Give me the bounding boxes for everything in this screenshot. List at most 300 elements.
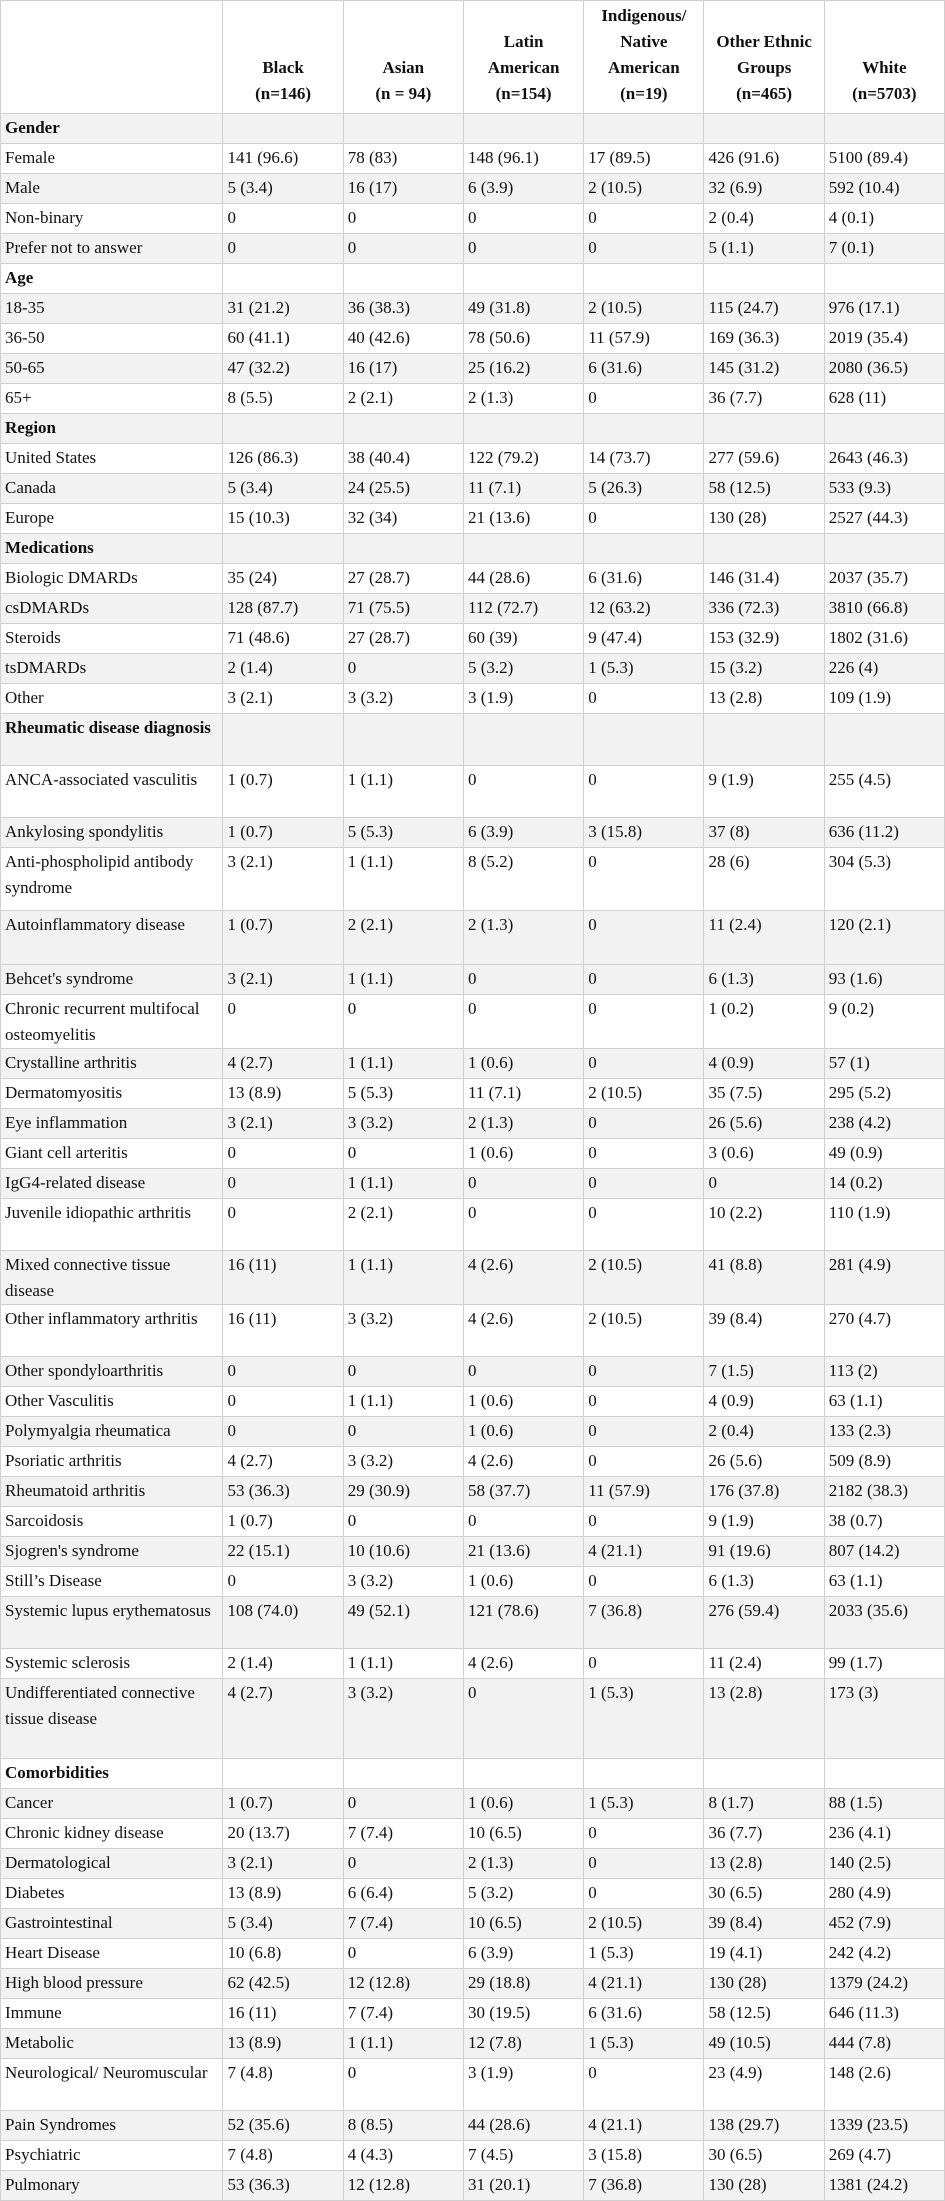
cell-value: 14 (73.7) (584, 444, 704, 474)
cell-value: 8 (5.2) (463, 848, 583, 911)
cell-value: 0 (343, 234, 463, 264)
cell-value: 242 (4.2) (824, 1939, 944, 1969)
table-row (1, 2171, 945, 2201)
cell-value: 38 (40.4) (343, 444, 463, 474)
cell-value: 2 (10.5) (584, 1305, 704, 1357)
empty-cell (463, 114, 583, 144)
cell-value: 11 (2.4) (704, 911, 824, 965)
cell-value: 32 (34) (343, 504, 463, 534)
cell-value: 53 (36.3) (223, 1477, 343, 1507)
cell-value: 807 (14.2) (824, 1537, 944, 1567)
row-label: Other (1, 684, 223, 714)
cell-value: 16 (11) (223, 1251, 343, 1305)
cell-value: 148 (2.6) (824, 2059, 944, 2111)
cell-value: 2080 (36.5) (824, 354, 944, 384)
cell-value: 2182 (38.3) (824, 1477, 944, 1507)
cell-value: 7 (36.8) (584, 2171, 704, 2201)
cell-value: 0 (223, 1199, 343, 1251)
cell-value: 0 (584, 1387, 704, 1417)
cell-value: 426 (91.6) (704, 144, 824, 174)
cell-value: 0 (343, 2059, 463, 2111)
cell-value: 11 (7.1) (463, 1079, 583, 1109)
cell-value: 40 (42.6) (343, 324, 463, 354)
cell-value: 976 (17.1) (824, 294, 944, 324)
table-row (1, 384, 945, 414)
cell-value: 1 (1.1) (343, 1251, 463, 1305)
cell-value: 29 (30.9) (343, 1477, 463, 1507)
cell-value: 6 (1.3) (704, 1567, 824, 1597)
cell-value: 628 (11) (824, 384, 944, 414)
cell-value: 36 (38.3) (343, 294, 463, 324)
cell-value: 169 (36.3) (704, 324, 824, 354)
cell-value: 4 (2.6) (463, 1649, 583, 1679)
row-label: Dermatomyositis (1, 1079, 223, 1109)
column-header (704, 1, 824, 114)
cell-value: 36 (7.7) (704, 1819, 824, 1849)
cell-value: 0 (343, 1357, 463, 1387)
row-label: Pulmonary (1, 2171, 223, 2201)
cell-value: 0 (584, 995, 704, 1049)
row-label: Other Vasculitis (1, 1387, 223, 1417)
table-row (1, 2141, 945, 2171)
table-row (1, 1789, 945, 1819)
cell-value: 35 (7.5) (704, 1079, 824, 1109)
cell-value: 0 (584, 504, 704, 534)
row-label: Mixed connective tissue disease (1, 1251, 223, 1305)
cell-value: 9 (47.4) (584, 624, 704, 654)
cell-value: 4 (2.6) (463, 1447, 583, 1477)
cell-value: 1 (5.3) (584, 1789, 704, 1819)
cell-value: 2 (2.1) (343, 384, 463, 414)
cell-value: 20 (13.7) (223, 1819, 343, 1849)
cell-value: 5 (5.3) (343, 1079, 463, 1109)
row-label: Chronic kidney disease (1, 1819, 223, 1849)
cell-value: 130 (28) (704, 2171, 824, 2201)
cell-value: 3 (15.8) (584, 818, 704, 848)
cell-value: 0 (584, 234, 704, 264)
table-row (1, 1597, 945, 1649)
cell-value: 9 (1.9) (704, 1507, 824, 1537)
table-row (1, 1387, 945, 1417)
row-label: Polymyalgia rheumatica (1, 1417, 223, 1447)
cell-value: 141 (96.6) (223, 144, 343, 174)
row-label: Diabetes (1, 1879, 223, 1909)
cell-value: 2 (1.3) (463, 1849, 583, 1879)
empty-cell (343, 414, 463, 444)
cell-value: 2 (1.4) (223, 654, 343, 684)
cell-value: 0 (343, 1789, 463, 1819)
empty-cell (343, 264, 463, 294)
cell-value: 0 (223, 1169, 343, 1199)
cell-value: 1 (1.1) (343, 2029, 463, 2059)
cell-value: 78 (83) (343, 144, 463, 174)
cell-value: 0 (584, 1199, 704, 1251)
cell-value: 0 (584, 1139, 704, 1169)
row-label: Systemic sclerosis (1, 1649, 223, 1679)
empty-cell (824, 264, 944, 294)
cell-value: 44 (28.6) (463, 2111, 583, 2141)
row-label: Steroids (1, 624, 223, 654)
row-label: Rheumatoid arthritis (1, 1477, 223, 1507)
row-label: Juvenile idiopathic arthritis (1, 1199, 223, 1251)
cell-value: 15 (10.3) (223, 504, 343, 534)
table-row (1, 1969, 945, 1999)
cell-value: 19 (4.1) (704, 1939, 824, 1969)
cell-value: 121 (78.6) (463, 1597, 583, 1649)
column-header (824, 1, 944, 114)
cell-value: 3 (0.6) (704, 1139, 824, 1169)
cell-value: 0 (584, 965, 704, 995)
cell-value: 0 (343, 1417, 463, 1447)
cell-value: 16 (17) (343, 174, 463, 204)
cell-value: 16 (17) (343, 354, 463, 384)
cell-value: 0 (223, 1139, 343, 1169)
cell-value: 1 (1.1) (343, 1387, 463, 1417)
cell-value: 7 (4.8) (223, 2141, 343, 2171)
cell-value: 10 (6.5) (463, 1819, 583, 1849)
cell-value: 0 (584, 848, 704, 911)
cell-value: 4 (2.7) (223, 1679, 343, 1759)
cell-value: 3 (3.2) (343, 1109, 463, 1139)
cell-value: 5 (3.2) (463, 654, 583, 684)
table-row (1, 1909, 945, 1939)
cell-value: 1 (1.1) (343, 1169, 463, 1199)
cell-value: 1 (1.1) (343, 766, 463, 818)
table-row (1, 1999, 945, 2029)
table-row (1, 1049, 945, 1079)
cell-value: 128 (87.7) (223, 594, 343, 624)
cell-value: 8 (5.5) (223, 384, 343, 414)
table-row (1, 1537, 945, 1567)
cell-value: 122 (79.2) (463, 444, 583, 474)
cell-value: 62 (42.5) (223, 1969, 343, 1999)
cell-value: 88 (1.5) (824, 1789, 944, 1819)
empty-cell (223, 264, 343, 294)
cell-value: 2 (2.1) (343, 1199, 463, 1251)
empty-cell (223, 714, 343, 766)
cell-value: 30 (19.5) (463, 1999, 583, 2029)
empty-cell (463, 264, 583, 294)
cell-value: 0 (463, 1507, 583, 1537)
cell-value: 1 (0.7) (223, 911, 343, 965)
cell-value: 4 (2.6) (463, 1251, 583, 1305)
table-row (1, 1567, 945, 1597)
cell-value: 3 (3.2) (343, 1679, 463, 1759)
cell-value: 3810 (66.8) (824, 594, 944, 624)
cell-value: 0 (223, 995, 343, 1049)
cell-value: 6 (6.4) (343, 1879, 463, 1909)
cell-value: 126 (86.3) (223, 444, 343, 474)
row-label: Biologic DMARDs (1, 564, 223, 594)
cell-value: 0 (584, 384, 704, 414)
cell-value: 1 (0.2) (704, 995, 824, 1049)
row-label: Crystalline arthritis (1, 1049, 223, 1079)
cell-value: 0 (343, 1507, 463, 1537)
cell-value: 2037 (35.7) (824, 564, 944, 594)
cell-value: 71 (48.6) (223, 624, 343, 654)
cell-value: 0 (463, 234, 583, 264)
section-header-row (1, 534, 945, 564)
table-row (1, 174, 945, 204)
empty-cell (824, 414, 944, 444)
cell-value: 1 (0.6) (463, 1387, 583, 1417)
cell-value: 8 (1.7) (704, 1789, 824, 1819)
cell-value: 115 (24.7) (704, 294, 824, 324)
cell-value: 27 (28.7) (343, 564, 463, 594)
cell-value: 25 (16.2) (463, 354, 583, 384)
cell-value: 3 (2.1) (223, 684, 343, 714)
column-count: (n=5703) (852, 84, 917, 103)
cell-value: 3 (3.2) (343, 684, 463, 714)
cell-value: 6 (31.6) (584, 354, 704, 384)
cell-value: 3 (1.9) (463, 2059, 583, 2111)
cell-value: 281 (4.9) (824, 1251, 944, 1305)
cell-value: 5 (3.4) (223, 474, 343, 504)
cell-value: 0 (343, 1849, 463, 1879)
row-label: Heart Disease (1, 1939, 223, 1969)
cell-value: 44 (28.6) (463, 564, 583, 594)
table-row (1, 1199, 945, 1251)
section-header-row (1, 414, 945, 444)
empty-cell (584, 534, 704, 564)
empty-cell (824, 534, 944, 564)
cell-value: 4 (2.6) (463, 1305, 583, 1357)
table-row (1, 911, 945, 965)
cell-value: 1 (0.7) (223, 1789, 343, 1819)
cell-value: 0 (584, 2059, 704, 2111)
cell-value: 3 (15.8) (584, 2141, 704, 2171)
cell-value: 1 (1.1) (343, 1649, 463, 1679)
cell-value: 13 (8.9) (223, 2029, 343, 2059)
empty-cell (463, 714, 583, 766)
table-row (1, 1819, 945, 1849)
cell-value: 7 (4.8) (223, 2059, 343, 2111)
column-count: (n=146) (255, 84, 312, 103)
cell-value: 0 (584, 1849, 704, 1879)
row-label: 65+ (1, 384, 223, 414)
cell-value: 592 (10.4) (824, 174, 944, 204)
cell-value: 13 (8.9) (223, 1079, 343, 1109)
cell-value: 1 (0.6) (463, 1567, 583, 1597)
row-label: Sjogren's syndrome (1, 1537, 223, 1567)
cell-value: 280 (4.9) (824, 1879, 944, 1909)
column-name: Asian (382, 58, 425, 77)
cell-value: 1 (0.7) (223, 818, 343, 848)
table-row (1, 684, 945, 714)
cell-value: 0 (584, 1417, 704, 1447)
row-label: Psoriatic arthritis (1, 1447, 223, 1477)
empty-cell (463, 1759, 583, 1789)
cell-value: 2643 (46.3) (824, 444, 944, 474)
cell-value: 0 (584, 911, 704, 965)
empty-cell (704, 414, 824, 444)
cell-value: 3 (3.2) (343, 1567, 463, 1597)
cell-value: 4 (0.1) (824, 204, 944, 234)
cell-value: 4 (2.7) (223, 1447, 343, 1477)
cell-value: 22 (15.1) (223, 1537, 343, 1567)
table-row (1, 1251, 945, 1305)
cell-value: 1 (5.3) (584, 1679, 704, 1759)
cell-value: 30 (6.5) (704, 2141, 824, 2171)
cell-value: 109 (1.9) (824, 684, 944, 714)
column-name: Latin American (487, 32, 560, 77)
cell-value: 91 (19.6) (704, 1537, 824, 1567)
row-label: Eye inflammation (1, 1109, 223, 1139)
cell-value: 52 (35.6) (223, 2111, 343, 2141)
cell-value: 53 (36.3) (223, 2171, 343, 2201)
cell-value: 37 (8) (704, 818, 824, 848)
section-title: Region (1, 414, 223, 444)
empty-cell (704, 264, 824, 294)
table-row (1, 234, 945, 264)
cell-value: 12 (12.8) (343, 2171, 463, 2201)
cell-value: 7 (0.1) (824, 234, 944, 264)
cell-value: 2 (0.4) (704, 1417, 824, 1447)
row-label: Sarcoidosis (1, 1507, 223, 1537)
cell-value: 10 (6.8) (223, 1939, 343, 1969)
section-title: Gender (1, 114, 223, 144)
cell-value: 0 (584, 1879, 704, 1909)
cell-value: 7 (36.8) (584, 1597, 704, 1649)
cell-value: 0 (584, 204, 704, 234)
cell-value: 6 (1.3) (704, 965, 824, 995)
row-label: Autoinflammatory disease (1, 911, 223, 965)
cell-value: 5 (26.3) (584, 474, 704, 504)
cell-value: 3 (2.1) (223, 1849, 343, 1879)
cell-value: 2 (10.5) (584, 1251, 704, 1305)
cell-value: 7 (1.5) (704, 1357, 824, 1387)
cell-value: 23 (4.9) (704, 2059, 824, 2111)
row-label: Chronic recurrent multifocal osteomyelitis (1, 995, 223, 1049)
cell-value: 7 (7.4) (343, 1909, 463, 1939)
cell-value: 13 (2.8) (704, 1679, 824, 1759)
cell-value: 49 (31.8) (463, 294, 583, 324)
cell-value: 3 (3.2) (343, 1305, 463, 1357)
cell-value: 2 (10.5) (584, 1909, 704, 1939)
cell-value: 7 (7.4) (343, 1819, 463, 1849)
cell-value: 2 (0.4) (704, 204, 824, 234)
row-label: csDMARDs (1, 594, 223, 624)
table-row (1, 564, 945, 594)
column-header (584, 1, 704, 114)
cell-value: 11 (2.4) (704, 1649, 824, 1679)
cell-value: 15 (3.2) (704, 654, 824, 684)
cell-value: 138 (29.7) (704, 2111, 824, 2141)
cell-value: 444 (7.8) (824, 2029, 944, 2059)
empty-cell (704, 1759, 824, 1789)
cell-value: 6 (3.9) (463, 1939, 583, 1969)
cell-value: 9 (1.9) (704, 766, 824, 818)
cell-value: 2 (1.3) (463, 911, 583, 965)
cell-value: 276 (59.4) (704, 1597, 824, 1649)
cell-value: 4 (2.7) (223, 1049, 343, 1079)
row-label: Other spondyloarthritis (1, 1357, 223, 1387)
row-label: Male (1, 174, 223, 204)
cell-value: 2 (1.3) (463, 384, 583, 414)
cell-value: 35 (24) (223, 564, 343, 594)
cell-value: 39 (8.4) (704, 1909, 824, 1939)
cell-value: 2033 (35.6) (824, 1597, 944, 1649)
cell-value: 0 (584, 1049, 704, 1079)
cell-value: 63 (1.1) (824, 1387, 944, 1417)
cell-value: 49 (52.1) (343, 1597, 463, 1649)
cell-value: 16 (11) (223, 1305, 343, 1357)
cell-value: 2 (1.3) (463, 1109, 583, 1139)
empty-cell (584, 264, 704, 294)
cell-value: 31 (21.2) (223, 294, 343, 324)
table-row (1, 1679, 945, 1759)
empty-cell (704, 714, 824, 766)
column-count: (n=465) (736, 84, 793, 103)
table-row (1, 2111, 945, 2141)
empty-cell (704, 534, 824, 564)
cell-value: 58 (12.5) (704, 474, 824, 504)
cell-value: 12 (63.2) (584, 594, 704, 624)
cell-value: 41 (8.8) (704, 1251, 824, 1305)
cell-value: 49 (0.9) (824, 1139, 944, 1169)
cell-value: 112 (72.7) (463, 594, 583, 624)
table-row (1, 2059, 945, 2111)
cell-value: 5100 (89.4) (824, 144, 944, 174)
cell-value: 30 (6.5) (704, 1879, 824, 1909)
cell-value: 1 (0.6) (463, 1417, 583, 1447)
cell-value: 1802 (31.6) (824, 624, 944, 654)
cell-value: 8 (8.5) (343, 2111, 463, 2141)
cell-value: 140 (2.5) (824, 1849, 944, 1879)
empty-cell (343, 114, 463, 144)
empty-cell (584, 414, 704, 444)
cell-value: 236 (4.1) (824, 1819, 944, 1849)
row-label: Canada (1, 474, 223, 504)
cell-value: 5 (1.1) (704, 234, 824, 264)
cell-value: 99 (1.7) (824, 1649, 944, 1679)
cell-value: 2 (1.4) (223, 1649, 343, 1679)
table-row (1, 818, 945, 848)
table-row (1, 474, 945, 504)
cell-value: 13 (2.8) (704, 684, 824, 714)
empty-cell (343, 534, 463, 564)
table-row (1, 1477, 945, 1507)
empty-cell (223, 1759, 343, 1789)
cell-value: 130 (28) (704, 504, 824, 534)
column-name: Other Ethnic Groups (716, 32, 812, 77)
column-name: White (862, 58, 907, 77)
cell-value: 24 (25.5) (343, 474, 463, 504)
cell-value: 3 (3.2) (343, 1447, 463, 1477)
row-label: United States (1, 444, 223, 474)
cell-value: 2 (10.5) (584, 1079, 704, 1109)
table-row (1, 1649, 945, 1679)
cell-value: 646 (11.3) (824, 1999, 944, 2029)
table-row (1, 848, 945, 911)
cell-value: 4 (21.1) (584, 1537, 704, 1567)
cell-value: 3 (2.1) (223, 1109, 343, 1139)
table-row (1, 144, 945, 174)
cell-value: 452 (7.9) (824, 1909, 944, 1939)
column-count: (n=154) (495, 84, 552, 103)
cell-value: 27 (28.7) (343, 624, 463, 654)
cell-value: 270 (4.7) (824, 1305, 944, 1357)
cell-value: 32 (6.9) (704, 174, 824, 204)
empty-cell (824, 714, 944, 766)
cell-value: 1339 (23.5) (824, 2111, 944, 2141)
cell-value: 269 (4.7) (824, 2141, 944, 2171)
row-label: Metabolic (1, 2029, 223, 2059)
cell-value: 0 (584, 1819, 704, 1849)
section-header-row (1, 1759, 945, 1789)
table-row (1, 1079, 945, 1109)
cell-value: 2019 (35.4) (824, 324, 944, 354)
